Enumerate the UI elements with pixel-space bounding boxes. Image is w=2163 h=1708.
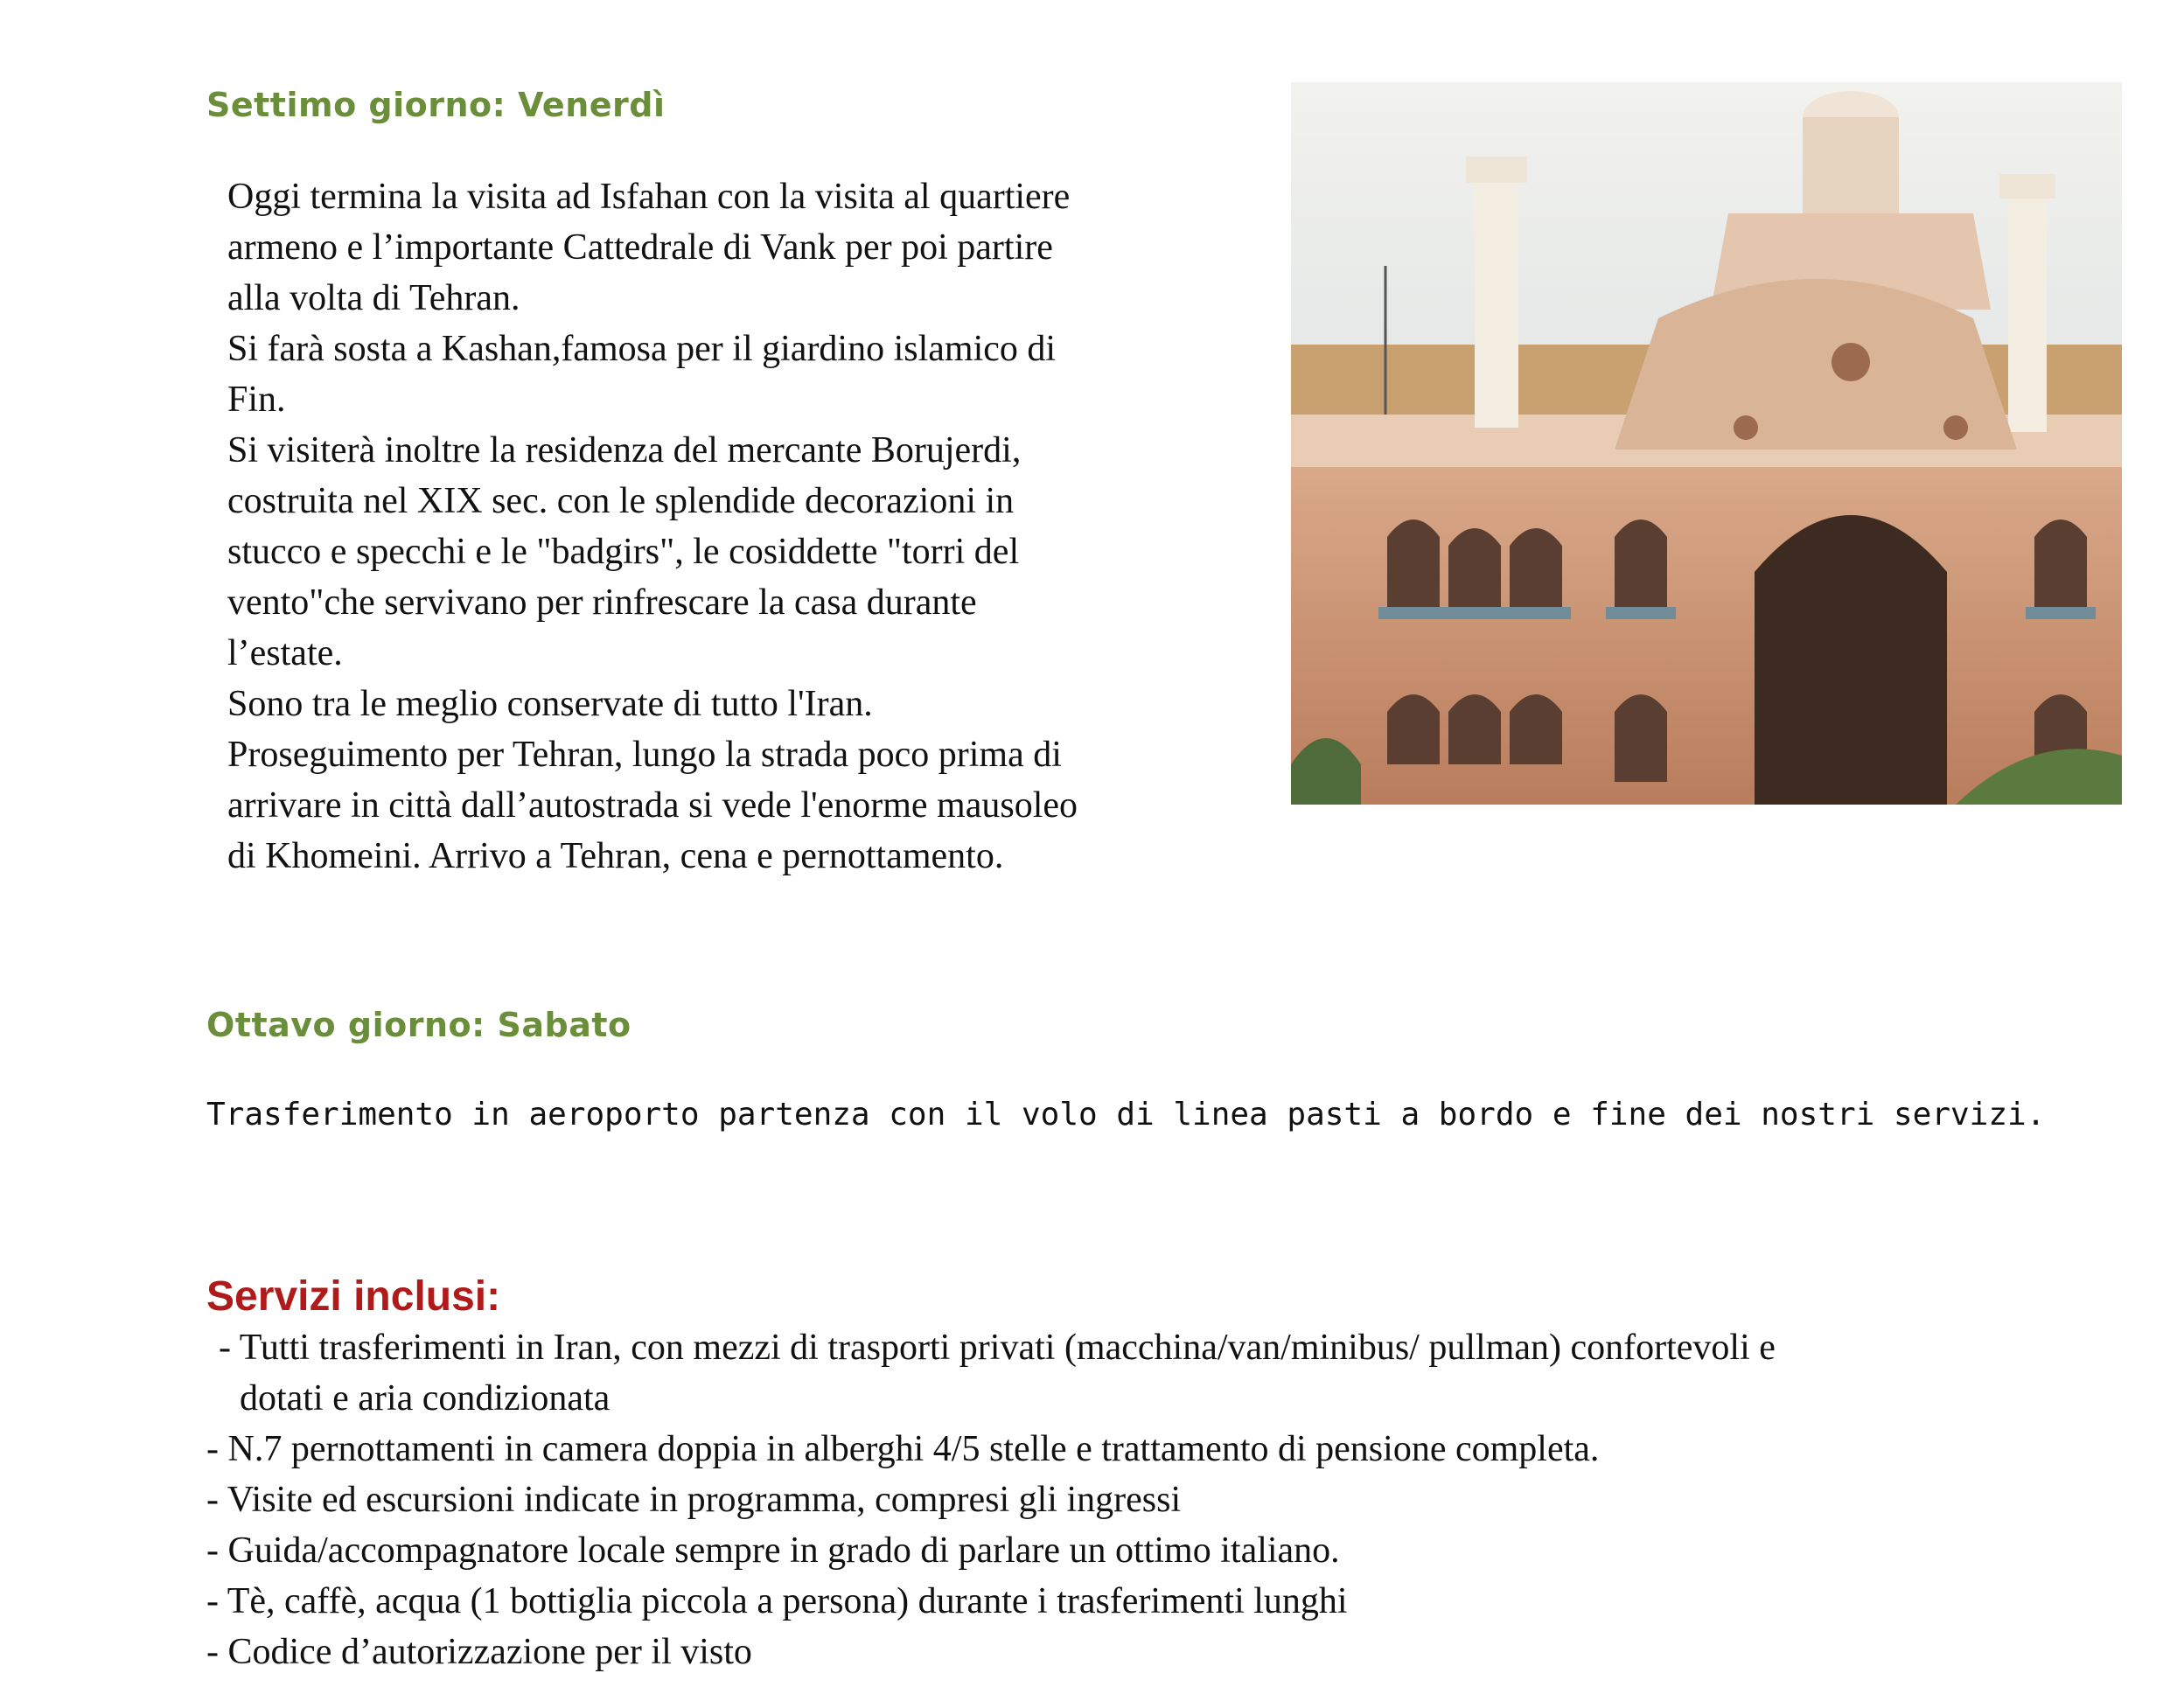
day7-line: Oggi termina la visita ad Isfahan con la visita al quartiere — [227, 177, 1071, 217]
list-item: - Visite ed escursioni indicate in programma, compresi gli ingressi — [206, 1480, 1182, 1520]
list-item: - N.7 pernottamenti in camera doppia in alberghi 4/5 stelle e trattamento di pensione completa. — [206, 1429, 1600, 1469]
day7-line: armeno e l’importante Cattedrale di Vank per poi partire — [227, 227, 1053, 268]
day7-line: stucco e specchi e le "badgirs", le cosiddette "torri del — [227, 532, 1020, 572]
list-item — [206, 1322, 2131, 1424]
day7-line: costruita nel XIX sec. con le splendide decorazioni in — [227, 481, 1015, 521]
day7-line: l’estate. — [227, 633, 343, 673]
day8-description: Trasferimento in aeroporto partenza con il volo di linea pasti a bordo e fine dei nostri servizi. — [206, 1097, 2046, 1133]
day7-line: Proseguimento per Tehran, lungo la strada poco prima di — [227, 735, 1062, 775]
day7-line: Fin. — [227, 380, 286, 420]
day7-line: Si visiterà inoltre la residenza del mercante Borujerdi, — [227, 430, 1022, 471]
list-item-text: - Tutti trasferimenti in Iran, con mezzi di trasporti privati (macchina/van/minibus/ pullman) confortevoli e — [219, 1328, 1776, 1368]
day7-description — [227, 171, 1259, 882]
day7-line: vento"che servivano per rinfrescare la casa durante — [227, 582, 977, 623]
day7-line: di Khomeini. Arrivo a Tehran, cena e pernottamento. — [227, 836, 1004, 876]
services-list — [206, 1322, 2131, 1677]
day7-line: Si farà sosta a Kashan,famosa per il giardino islamico di — [227, 329, 1057, 369]
list-item-text: dotati e aria condizionata — [240, 1378, 611, 1419]
day7-line: Sono tra le meglio conservate di tutto l'Iran. — [227, 684, 873, 724]
day7-heading: Settimo giorno: Venerdì — [206, 86, 666, 124]
services-title: Servizi inclusi: — [206, 1273, 501, 1320]
day7-line: alla volta di Tehran. — [227, 278, 520, 318]
day8-heading: Ottavo giorno: Sabato — [206, 1006, 631, 1044]
borujerdi-house-photo — [1291, 82, 2122, 805]
list-item: - Codice d’autorizzazione per il visto — [206, 1632, 752, 1672]
day7-line: arrivare in città dall’autostrada si vede l'enorme mausoleo — [227, 785, 1078, 826]
list-item: - Guida/accompagnatore locale sempre in grado di parlare un ottimo italiano. — [206, 1530, 1340, 1571]
list-item: - Tè, caffè, acqua (1 bottiglia piccola a persona) durante i trasferimenti lunghi — [206, 1581, 1348, 1621]
